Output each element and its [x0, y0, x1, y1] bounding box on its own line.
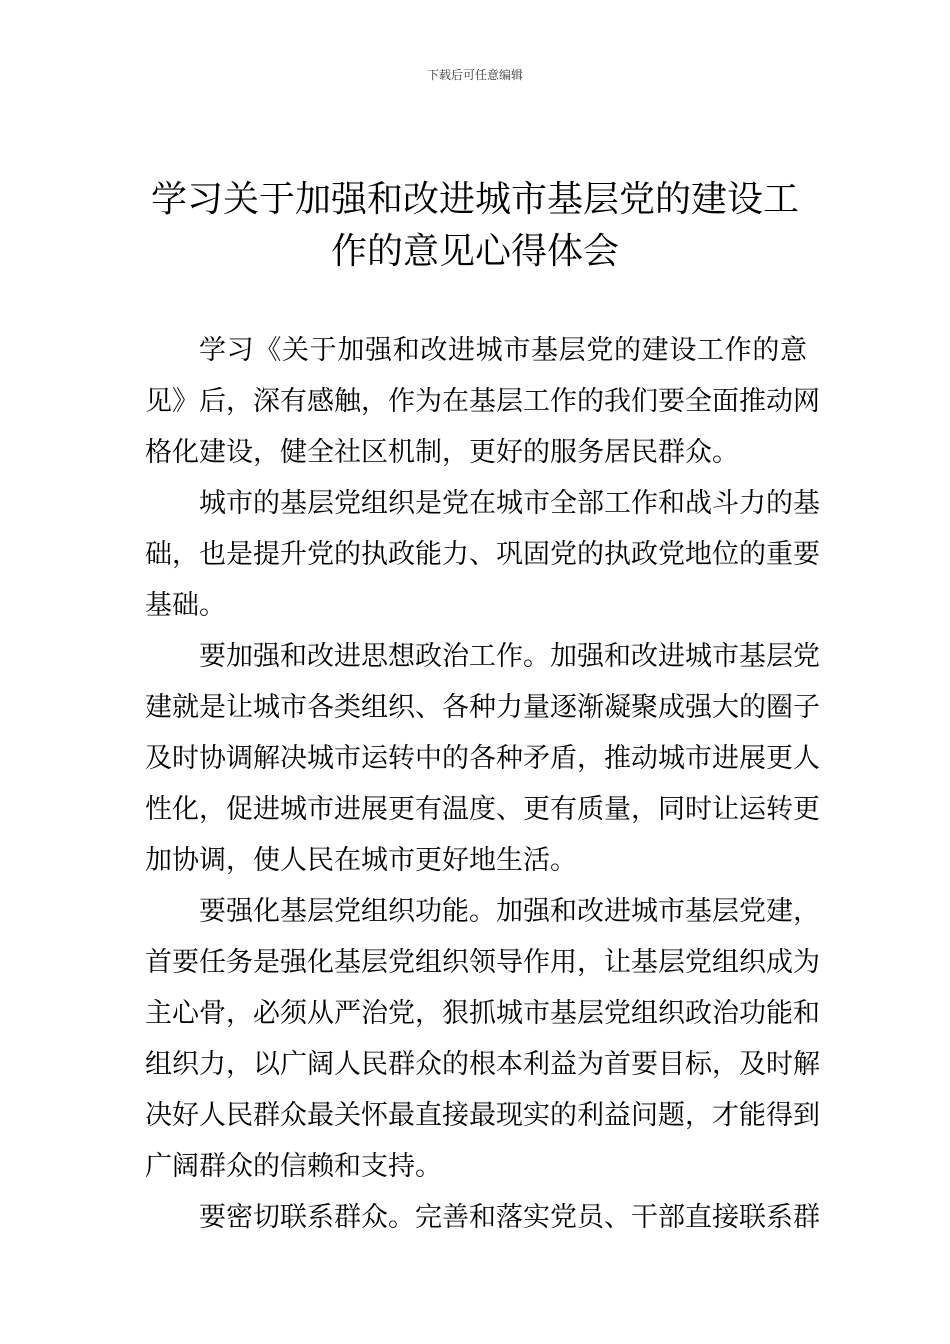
paragraph — [145, 886, 820, 1192]
text-line: 建就是让城市各类组织、各种力量逐渐凝聚成强大的圈子 — [145, 692, 820, 723]
text-line: 城市的基层党组织是党在城市全部工作和战斗力的基 — [199, 488, 820, 519]
paragraph — [145, 478, 820, 631]
text-line: 格化建设，健全社区机制，更好的服务居民群众。 — [145, 437, 739, 468]
paragraph — [145, 325, 820, 478]
text-line: 础，也是提升党的执政能力、巩固党的执政党地位的重要 — [145, 539, 820, 570]
paragraph — [145, 1192, 820, 1243]
text-line: 广阔群众的信赖和支持。 — [145, 1151, 442, 1182]
text-line: 要密切联系群众。完善和落实党员、干部直接联系群 — [199, 1202, 820, 1233]
document-title — [140, 174, 810, 278]
text-line: 要强化基层党组织功能。加强和改进城市基层党建， — [199, 896, 820, 927]
header-note: 下载后可任意编辑 — [426, 68, 523, 82]
text-line: 首要任务是强化基层党组织领导作用，让基层党组织成为 — [145, 947, 820, 978]
title-line-1: 学习关于加强和改进城市基层党的建设工 — [150, 179, 799, 220]
text-line: 及时协调解决城市运转中的各种矛盾，推动城市进展更人 — [145, 743, 820, 774]
text-line: 主心骨，必须从严治党，狠抓城市基层党组织政治功能和 — [145, 998, 820, 1029]
text-line: 决好人民群众最关怀最直接最现实的利益问题，才能得到 — [145, 1100, 820, 1131]
title-line-2: 作的意见心得体会 — [330, 231, 619, 272]
paragraph — [145, 631, 820, 886]
text-line: 加协调，使人民在城市更好地生活。 — [145, 845, 577, 876]
text-line: 学习《关于加强和改进城市基层党的建设工作的意 — [199, 335, 807, 366]
text-line: 性化，促进城市进展更有温度、更有质量，同时让运转更 — [145, 794, 820, 825]
text-line: 基础。 — [145, 590, 226, 621]
text-line: 要加强和改进思想政治工作。加强和改进城市基层党 — [199, 641, 820, 672]
document-body — [145, 325, 820, 1243]
text-line: 组织力，以广阔人民群众的根本利益为首要目标，及时解 — [145, 1049, 820, 1080]
text-line: 见》后，深有感触，作为在基层工作的我们要全面推动网 — [145, 386, 820, 417]
